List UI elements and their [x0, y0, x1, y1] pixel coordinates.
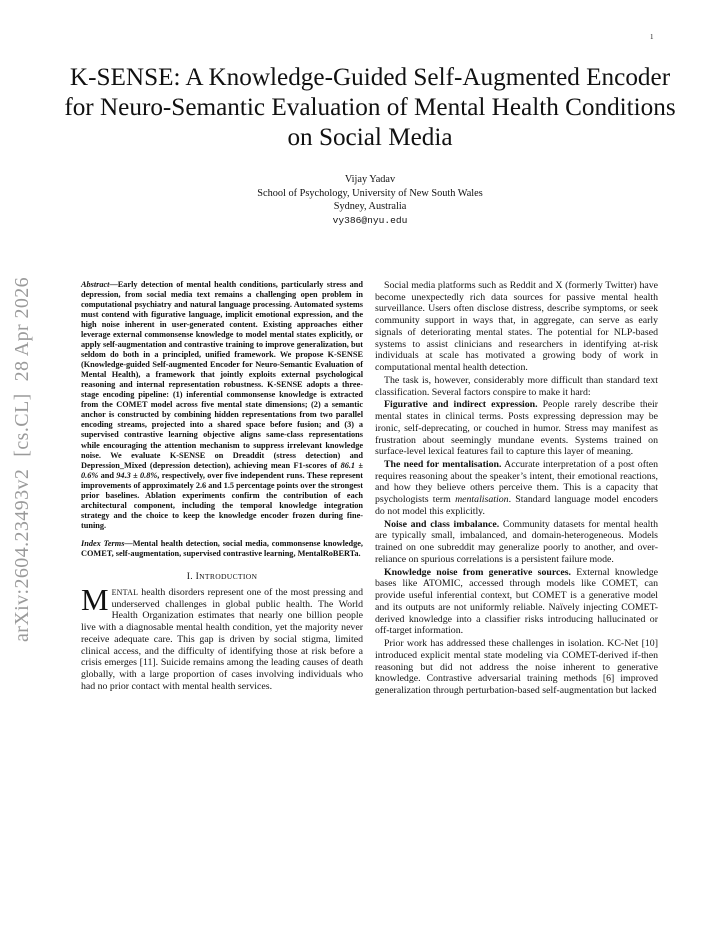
index-terms: Index Terms—Mental health detection, social media, commonsense knowledge, COMET, self-augmentation, supervised contrastive learning, MentalRoBERTa.: [81, 538, 363, 558]
abstract-text-c: , respectively, over five independent runs. These represent improvements of approximately 2.6 and 1.5 percentage points over the strongest prior baselines. Ablation experiments confirm the contribution of each architectural component, including the temporal knowledge integration strategy and the choice to keep the knowledge encoder frozen during fine-tuning.: [81, 470, 363, 530]
index-terms-label: Index Terms: [81, 538, 125, 548]
right-column: [375, 280, 658, 697]
intro-paragraph-1: MENTAL health disorders represent one of the most pressing and underserved challenges in global public health. The World Health Organization estimates that nearly one billion people live with a diagnosable mental health condition, yet the majority never receive adequate care. This gap is driven by social stigma, limited clinical access, and the difficulty of identifying those at risk before a crisis emerges [11]. Suicide remains among the leading causes of death globally, with a large proportion of cases involving individuals who had no prior contact with mental health services.: [81, 581, 363, 692]
arxiv-date: 28 Apr 2026: [11, 276, 33, 382]
abstract-text-a: Early detection of mental health conditions, particularly stress and depression, from social media text remains a challenging open problem in computational psychiatry and natural language processing. Automated systems must contend with figurative language, implicit emotional expression, and the high noise inherent in user-generated content. Existing approaches either leverage external commonsense knowledge to model mental states explicitly, or apply self-augmentation and contrastive training to improve generalization, but seldom do both in a principled, unified framework. We propose K-SENSE (Knowledge-guided Self-augmented Encoder for Neuro-Semantic Evaluation of Mental Health), a framework that jointly exploits external psychological reasoning and internal representation robustness. K-SENSE adopts a three-stage encoding pipeline: (1) inferential commonsense knowledge is extracted from the COMET model across five mental state dimensions; (2) a semantic anchor is constructed by combining hidden representations from two parallel encoding streams, projected into a shared space before fusion; and (3) a supervised contrastive learning objective aligns same-class representations while encouraging the attention mechanism to suppress irrelevant knowledge noise. We evaluate K-SENSE on Dreaddit (stress detection) and Depression_Mixed (depression detection), achieving mean F1-scores of: [81, 280, 363, 470]
arxiv-stamp: [11, 277, 34, 642]
paper-title: K-SENSE: A Knowledge-Guided Self-Augmented Encoder for Neuro-Semantic Evaluation of Mental Health Conditions on Social Media: [64, 64, 676, 151]
abstract-label: Abstract: [81, 280, 110, 289]
intro-paragraph-2: Social media platforms such as Reddit and X (formerly Twitter) have become unexpectedly rich data sources for passive mental health surveillance. Users often disclose distress, describe symptoms, or seek community support in ways that, in aggregate, can serve as early signals of deteriorating mental states. The potential for NLP-based systems to assist clinicians and researchers in identifying at-risk individuals at scale has motivated a growing body of work in computational mental health detection.: [375, 280, 658, 374]
drop-cap: M: [81, 581, 109, 617]
author-block: [160, 173, 580, 227]
intro-paragraph-mentalisation: The need for mentalisation. Accurate interpretation of a post often requires reasoning about the speaker’s intent, their emotional reactions, and how they believe others perceive them. This is a capacity that psychologists term mentalisation. Standard language model encoders do not model this explicitly.: [375, 459, 659, 517]
index-terms-text: Mental health detection, social media, commonsense knowledge, COMET, self-augmentation, supervised contrastive learning, MentalRoBERTa.: [81, 538, 363, 558]
arxiv-id: arXiv:2604.23493v2: [11, 468, 33, 642]
intro-paragraph-prior-work: Prior work has addressed these challenges in isolation. KC-Net [10] introduced explicit mental state modeling via COMET-derived if-then reasoning but did not address the noise inherent to generative knowledge. Contrastive adversarial training methods [6] improved generalization through perturbation-based self-augmentation but lacked: [375, 638, 658, 696]
intro-paragraph-noise: Noise and class imbalance. Community datasets for mental health are typically small, imbalanced, and domain-heterogeneous. Models trained on one subreddit may generalize poorly to another, and over-reliance on spurious correlations is a persistent failure mode.: [375, 518, 658, 565]
author-name: Vijay Yadav: [344, 174, 396, 185]
abstract-score-1: 86.1 ± 0.6%: [81, 460, 363, 480]
intro-paragraph-figurative: Figurative and indirect expression. People rarely describe their mental states in clinical terms. Posts expressing depression may be ironic, self-deprecating, or couched in humor. Stress may manifest as frustration about seemingly mundane events. Systems trained on surface-level lexical features fail to capture this layer of meaning.: [375, 399, 658, 458]
arxiv-category: [cs.CL]: [11, 393, 33, 457]
author-location: Sydney, Australia: [333, 201, 407, 212]
abstract: Abstract—Early detection of mental health conditions, particularly stress and depression, from social media text remains a challenging open problem in computational psychiatry and natural language processing. Automated systems must contend with figurative language, implicit emotional expression, and the high noise inherent in user-generated content. Existing approaches either leverage external commonsense knowledge to model mental states explicitly, or apply self-augmentation and contrastive training to improve generalization, but seldom do both in a principled, unified framework. We propose K-SENSE (Knowledge-guided Self-augmented Encoder for Neuro-Semantic Evaluation of Mental Health), a framework that jointly exploits external psychological reasoning and internal representation robustness. K-SENSE adopts a three-stage encoding pipeline: (1) inferential commonsense knowledge is extracted from the COMET model across five mental state dimensions; (2) a semantic anchor is constructed by combining hidden representations from two parallel encoding streams, projected into a shared space before fusion; and (3) a supervised contrastive learning objective aligns same-class representations while encouraging the attention mechanism to suppress irrelevant knowledge noise. We evaluate K-SENSE on Dreaddit (stress detection) and Depression_Mixed (depression detection), achieving mean F1-scores of 86.1 ± 0.6% and 94.3 ± 0.8%, respectively, over five independent runs. These represent improvements of approximately 2.6 and 1.5 percentage points over the strongest prior baselines. Ablation experiments confirm the contribution of each architectural component, including the temporal knowledge integration strategy and the choice to keep the knowledge encoder frozen during fine-tuning.: [81, 280, 363, 530]
abstract-text-b: and: [98, 470, 117, 480]
author-affiliation: School of Psychology, University of New South Wales: [257, 187, 483, 199]
left-column: [81, 280, 363, 692]
author-email: vy386@nyu.edu: [332, 214, 408, 226]
intro-paragraph-knowledge-noise: Knowledge noise from generative sources. External knowledge bases like ATOMIC, accessed through models like COMET, can provide useful inferential context, but COMET is a generative model and its outputs are not uniformly reliable. Naïvely injecting COMET-derived knowledge into a classifier risks introducing hallucinated or off-target information.: [375, 566, 658, 637]
intro-paragraph-3: The task is, however, considerably more difficult than standard text classification. Several factors conspire to make it hard:: [375, 374, 658, 398]
abstract-score-2: 94.3 ± 0.8%: [116, 470, 158, 480]
section-heading-introduction: I. INTRODUCTION: [186, 570, 258, 582]
page-number: 1: [650, 33, 654, 41]
